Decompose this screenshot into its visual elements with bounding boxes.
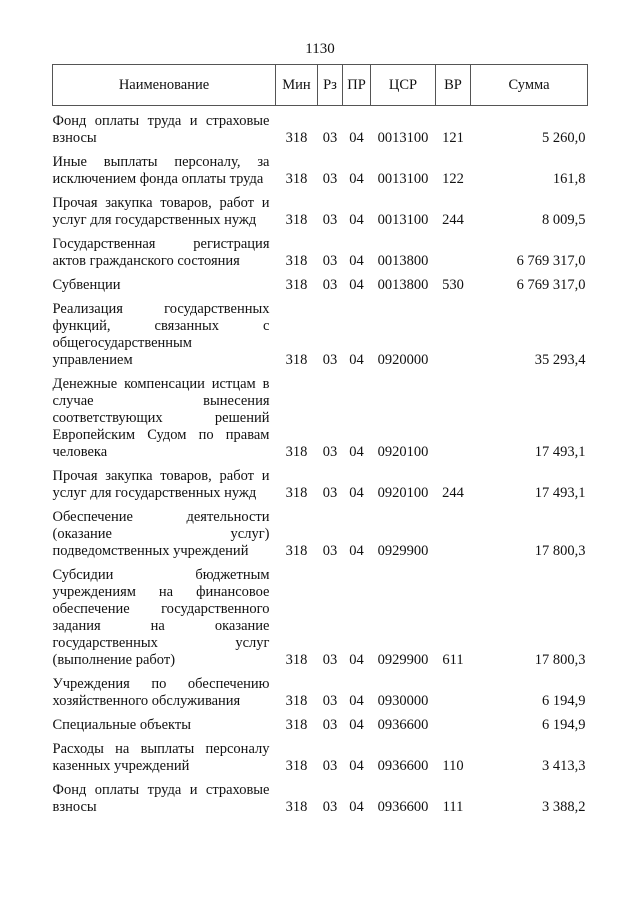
cell-vr <box>436 669 471 710</box>
table-row <box>53 369 588 461</box>
cell-csr: 0929900 <box>377 652 429 668</box>
cell-pr: 04 <box>349 485 364 501</box>
cell-name: Субвенции <box>52 277 121 293</box>
cell-csr: 0013800 <box>377 277 429 293</box>
table-header <box>53 65 588 106</box>
cell-min: 318 <box>285 652 308 668</box>
cell-csr: 0920100 <box>377 485 429 501</box>
cell-rz: 03 <box>322 171 338 187</box>
table-row <box>53 106 588 148</box>
cell-vr <box>436 369 471 461</box>
cell-vr: 111 <box>442 799 464 815</box>
cell-min: 318 <box>285 212 308 228</box>
cell-rz: 03 <box>322 130 338 146</box>
cell-sum: 3 413,3 <box>542 758 586 774</box>
table-row <box>53 669 588 710</box>
header-vr: ВР <box>436 65 471 106</box>
cell-name: Прочая закупка товаров, работ и услуг для государственных нужд <box>52 195 270 228</box>
cell-min: 318 <box>285 543 308 559</box>
header-rz: Рз <box>318 65 343 106</box>
header-name: Наименование <box>53 65 276 106</box>
cell-min: 318 <box>285 758 308 774</box>
cell-min: 318 <box>285 717 308 733</box>
cell-csr: 0936600 <box>377 799 429 815</box>
cell-vr: 121 <box>442 130 464 146</box>
cell-sum: 17 800,3 <box>534 543 586 559</box>
table-row <box>53 734 588 775</box>
page-number: 1130 <box>305 41 335 57</box>
cell-pr: 04 <box>349 130 364 146</box>
cell-vr <box>436 294 471 369</box>
cell-name: Фонд оплаты труда и страховые взносы <box>52 782 270 815</box>
cell-vr: 530 <box>442 277 464 293</box>
cell-csr: 0920100 <box>377 444 429 460</box>
cell-pr: 04 <box>349 212 364 228</box>
cell-csr: 0936600 <box>377 717 429 733</box>
cell-vr: 244 <box>442 485 464 501</box>
cell-rz: 03 <box>322 758 338 774</box>
cell-csr: 0936600 <box>377 758 429 774</box>
cell-rz: 03 <box>322 253 338 269</box>
table-row <box>53 710 588 734</box>
cell-min: 318 <box>285 799 308 815</box>
cell-pr: 04 <box>349 543 364 559</box>
cell-pr: 04 <box>349 717 364 733</box>
cell-vr <box>436 710 471 734</box>
cell-csr: 0013100 <box>377 130 429 146</box>
cell-min: 318 <box>285 171 308 187</box>
cell-min: 318 <box>285 253 308 269</box>
cell-name: Государственная регистрация актов гражданского состояния <box>52 236 270 269</box>
cell-vr <box>436 502 471 560</box>
table-row <box>53 188 588 229</box>
cell-min: 318 <box>285 277 308 293</box>
cell-sum: 6 194,9 <box>542 693 586 709</box>
cell-rz: 03 <box>322 799 338 815</box>
header-min: Мин <box>276 65 318 106</box>
header-sum: Сумма <box>471 65 588 106</box>
cell-vr: 244 <box>442 212 464 228</box>
cell-csr: 0930000 <box>377 693 429 709</box>
cell-sum: 8 009,5 <box>542 212 586 228</box>
cell-pr: 04 <box>349 277 364 293</box>
cell-csr: 0013100 <box>377 212 429 228</box>
table-row <box>53 502 588 560</box>
cell-vr: 122 <box>442 171 464 187</box>
cell-pr: 04 <box>349 171 364 187</box>
cell-name: Прочая закупка товаров, работ и услуг для государственных нужд <box>52 468 270 501</box>
cell-vr <box>436 229 471 270</box>
cell-pr: 04 <box>349 444 364 460</box>
cell-rz: 03 <box>322 485 338 501</box>
cell-sum: 161,8 <box>552 171 586 187</box>
cell-name: Фонд оплаты труда и страховые взносы <box>52 113 270 146</box>
cell-sum: 6 769 317,0 <box>516 277 586 293</box>
table-row <box>53 775 588 816</box>
cell-rz: 03 <box>322 352 338 368</box>
cell-vr: 611 <box>442 652 464 668</box>
table-row <box>53 147 588 188</box>
cell-rz: 03 <box>322 277 338 293</box>
header-csr: ЦСР <box>371 65 436 106</box>
table-row <box>53 294 588 369</box>
cell-csr: 0920000 <box>377 352 429 368</box>
cell-pr: 04 <box>349 758 364 774</box>
cell-sum: 35 293,4 <box>534 352 586 368</box>
cell-pr: 04 <box>349 693 364 709</box>
cell-sum: 3 388,2 <box>542 799 586 815</box>
cell-csr: 0013100 <box>377 171 429 187</box>
cell-pr: 04 <box>349 652 364 668</box>
cell-rz: 03 <box>322 652 338 668</box>
cell-pr: 04 <box>349 253 364 269</box>
cell-rz: 03 <box>322 717 338 733</box>
header-pr: ПР <box>343 65 371 106</box>
cell-min: 318 <box>285 693 308 709</box>
cell-sum: 6 194,9 <box>542 717 586 733</box>
cell-name: Реализация государственных функций, связанных с общегосударственным управлением <box>52 301 270 368</box>
cell-rz: 03 <box>322 693 338 709</box>
cell-sum: 17 493,1 <box>534 444 586 460</box>
cell-name: Обеспечение деятельности (оказание услуг) подведомственных учреждений <box>52 509 270 559</box>
cell-name: Специальные объекты <box>52 717 191 733</box>
cell-name: Субсидии бюджетным учреждениям на финансовое обеспечение государственного задания на оказание государственных услуг (выполнение работ) <box>52 567 270 668</box>
cell-csr: 0013800 <box>377 253 429 269</box>
cell-rz: 03 <box>322 444 338 460</box>
cell-pr: 04 <box>349 799 364 815</box>
cell-rz: 03 <box>322 543 338 559</box>
table-row <box>53 270 588 294</box>
table-row <box>53 229 588 270</box>
cell-name: Расходы на выплаты персоналу казенных учреждений <box>52 741 270 774</box>
table-row <box>53 560 588 669</box>
cell-name: Учреждения по обеспечению хозяйственного обслуживания <box>52 676 270 709</box>
cell-min: 318 <box>285 352 308 368</box>
cell-sum: 17 800,3 <box>534 652 586 668</box>
budget-table <box>52 64 588 816</box>
cell-min: 318 <box>285 130 308 146</box>
table-row <box>53 461 588 502</box>
cell-name: Иные выплаты персоналу, за исключением фонда оплаты труда <box>52 154 270 187</box>
cell-sum: 6 769 317,0 <box>516 253 586 269</box>
cell-pr: 04 <box>349 352 364 368</box>
cell-sum: 5 260,0 <box>542 130 586 146</box>
cell-min: 318 <box>285 485 308 501</box>
cell-min: 318 <box>285 444 308 460</box>
cell-vr: 110 <box>442 758 464 774</box>
cell-sum: 17 493,1 <box>534 485 586 501</box>
cell-rz: 03 <box>322 212 338 228</box>
cell-name: Денежные компенсации истцам в случае вынесения соответствующих решений Европейским Судом по правам человека <box>52 376 270 460</box>
cell-csr: 0929900 <box>377 543 429 559</box>
